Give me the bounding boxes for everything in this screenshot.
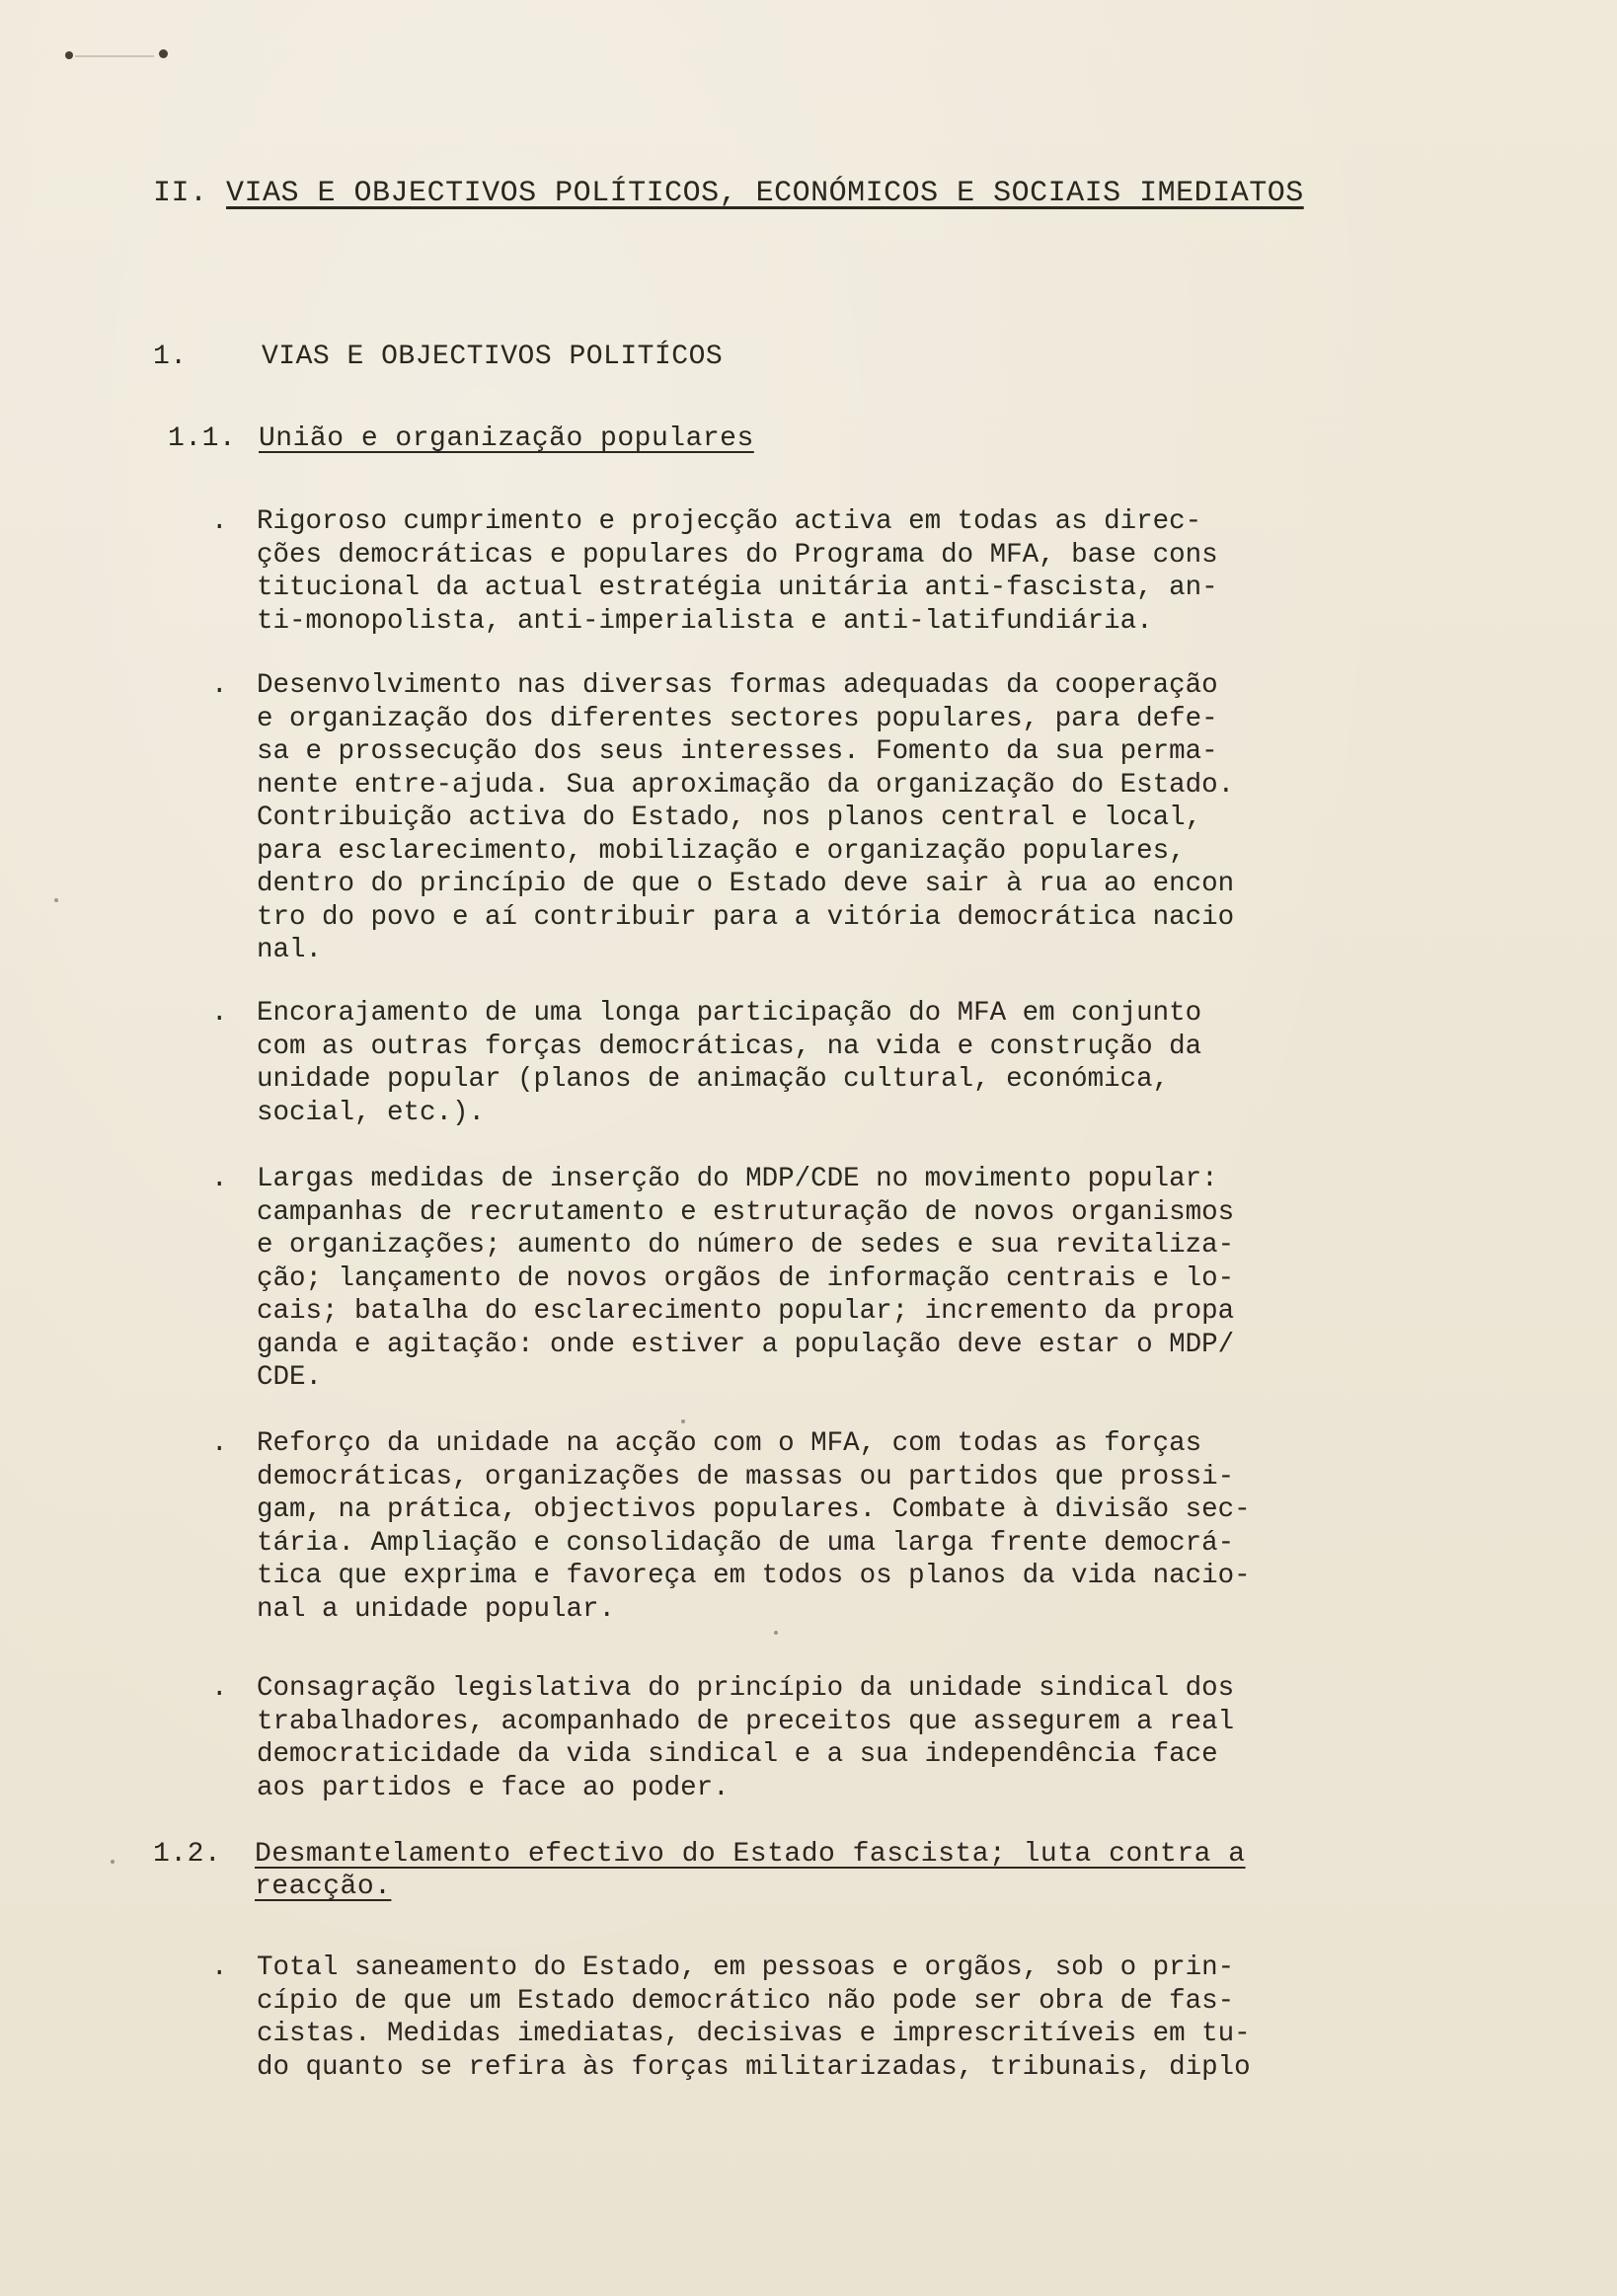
bullet-marker: . (211, 670, 228, 701)
paper-clip-mark (65, 45, 174, 65)
bullet-marker: . (211, 998, 228, 1029)
bullet-text: Reforço da unidade na acção com o MFA, com todas as forças democráticas, organizações de massas ou partidos que prossi- gam, na prática, objectivos populares. Combate à divisão sec- tária. Ampliação e consolidação de uma larga frente democrá- tica que exprima e favoreça em todos os planos da vida nacio- nal a unidade popular. (257, 1428, 1251, 1625)
bullet-marker: . (211, 1673, 228, 1704)
bullet-item (211, 1163, 1459, 1395)
section-1-number: 1. (153, 342, 188, 372)
bullet-text: Consagração legislativa do princípio da unidade sindical dos trabalhadores, acompanhado de preceitos que assegurem a real democraticidade da vida sindical e a sua independência face aos partidos e face ao poder. (257, 1673, 1235, 1803)
section-1-1-heading (168, 422, 754, 455)
bullet-item (211, 1672, 1459, 1804)
bullet-text: Largas medidas de inserção do MDP/CDE no movimento popular: campanhas de recrutamento e estruturação de novos organismos e organizações; aumento do número de sedes e sua revitaliza- ção; lançamento de novos orgãos de informação centrais e lo- cais; batalha do esclarecimento popular; incremento da propa ganda e agitação: onde estiver a população deve estar o MDP/ CDE. (257, 1164, 1235, 1393)
section-1-2-heading (153, 1838, 1246, 1903)
section-1-heading (153, 341, 723, 373)
section-1-1-title: União e organização populares (259, 423, 754, 454)
bullet-marker: . (211, 1952, 228, 1983)
bullet-item (211, 505, 1459, 638)
heading-number: II. (153, 177, 208, 210)
bullet-item (211, 1427, 1459, 1626)
section-1-2-title: Desmantelamento efectivo do Estado fascista; luta contra a reacção. (255, 1839, 1246, 1902)
bullet-text: Encorajamento de uma longa participação do MFA em conjunto com as outras forças democráticas, na vida e construção da unidade popular (planos de animação cultural, económica, social, etc.). (257, 998, 1202, 1128)
bullet-text: Rigoroso cumprimento e projecção activa em todas as direc- ções democráticas e populares do Programa do MFA, base cons titucional da actual estratégia unitária anti-fascista, an- ti-monopolista, anti-imperialista e anti-latifundiária. (257, 506, 1218, 637)
section-1-2-number: 1.2. (153, 1839, 222, 1870)
bullet-text: Desenvolvimento nas diversas formas adequadas da cooperação e organização dos diferentes sectores populares, para defe- sa e prossecução dos seus interesses. Fomento da sua perma- nente entre-ajuda. Sua aproximação da organização do Estado. Contribuição activa do Estado, nos planos central e local, para esclarecimento, mobilização e organização populares, dentro do princípio de que o Estado deve sair à rua ao encon tro do povo e aí contribuir para a vitória democrática nacio nal. (257, 670, 1235, 965)
bullet-item (211, 1952, 1459, 2084)
bullet-item (211, 997, 1459, 1129)
bullet-marker: . (211, 506, 228, 537)
section-1-1-number: 1.1. (168, 423, 237, 454)
document-heading (153, 178, 1304, 210)
bullet-text: Total saneamento do Estado, em pessoas e orgãos, sob o prin- cípio de que um Estado democrático não pode ser obra de fas- cistas. Medidas imediatas, decisivas e imprescritíveis em tu- do quanto se refira às forças militarizadas, tribunais, diplo (257, 1952, 1251, 2083)
bullet-item (211, 669, 1459, 967)
bullet-marker: . (211, 1164, 228, 1194)
heading-title: VIAS E OBJECTIVOS POLÍTICOS, ECONÓMICOS E SOCIAIS IMEDIATOS (226, 177, 1304, 210)
section-1-title: VIAS E OBJECTIVOS POLITÍCOS (262, 342, 724, 372)
bullet-marker: . (211, 1428, 228, 1459)
